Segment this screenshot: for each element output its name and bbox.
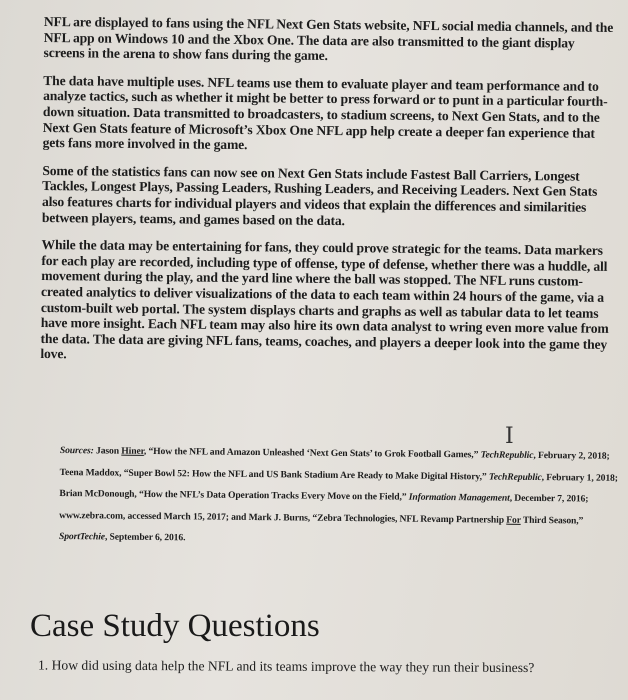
question-item bbox=[38, 657, 618, 676]
text-cursor-icon: I bbox=[505, 424, 514, 449]
source-word-for: For bbox=[506, 514, 521, 526]
source-publication: TechRepublic bbox=[488, 470, 542, 483]
paragraph-1: NFL are displayed to fans using the NFL Next Gen Stats website, NFL social media channels, and the NFL app on Windows 10 and the Xbox One. The data are also transmitted to the giant display screens in the arena to show fans during the game. bbox=[43, 14, 614, 64]
sources-label: Sources: bbox=[59, 444, 94, 457]
source-author-hiner: Hiner bbox=[121, 445, 144, 457]
source-publication: TechRepublic bbox=[480, 449, 534, 461]
sources-citation: Sources: Jason Hiner, “How the NFL and Amazon Unleashed ‘Next Gen Stats’ to Grok Football Games,” TechRepublic, February 2, 2018; Teena Maddox, “Super Bowl 52: How the NFL and US Bank Stadium Are Ready to Make Digital History,” TechRepublic, February 1, 2018; Brian McDonough, “How the NFL’s Data Operation Tracks Every Move on the Field,” Information Management, December 7, 2016; www.zebra.com, accessed March 15, 2017; and Mark J. Burns, “Zebra Technologies, NFL Revamp Partnership For Third Season,” SportTechie, September 6, 2016. bbox=[58, 444, 618, 544]
source-publication: SportTechie bbox=[58, 530, 106, 543]
section-heading: Case Study Questions bbox=[30, 608, 320, 644]
paragraph-2: The data have multiple uses. NFL teams use them to evaluate player and team performance and to analyze tactics, such as whether it might be better to press forward or to punt in a particular fourth-down situation. Data transmitted to broadcasters, to stadium screens, to Next Gen Stats, and to the Next Gen Stats feature of Microsoft’s Xbox One NFL app help create a deeper fan experience that gets fans more involved in the game. bbox=[42, 72, 608, 153]
question-number: 1. bbox=[37, 657, 49, 673]
question-text: How did using data help the NFL and its teams improve the way they run their business? bbox=[51, 657, 535, 676]
paragraph-3: Some of the statistics fans can now see on Next Gen Stats include Fastest Ball Carriers, Longest Tackles, Longest Plays, Passing Leaders, Rushing Leaders, and Receiving Leaders. Next Gen Stats also features charts for individual players and videos that explain the differences and similarities between players, teams, and games based on the data. bbox=[41, 162, 598, 228]
source-publication: Information Management bbox=[408, 491, 510, 504]
article-body bbox=[40, 14, 618, 380]
paragraph-4: While the data may be entertaining for fans, they could prove strategic for the teams. Data markers for each play are recorded, including type of offense, type of defense, whether there was a huddle, all movement during the play, and the yard line where the ball was stopped. The NFL runs custom-created analytics to deliver visualizations of the data to each team within 24 hours of the game, via a custom-built web portal. The system displays charts and graphs as well as tabular data to let teams have more insight. Each NFL team may also hire its own data analyst to wring even more value from the data. The data are giving NFL fans, teams, coaches, and players a deeper look into the game they love. bbox=[40, 237, 609, 362]
